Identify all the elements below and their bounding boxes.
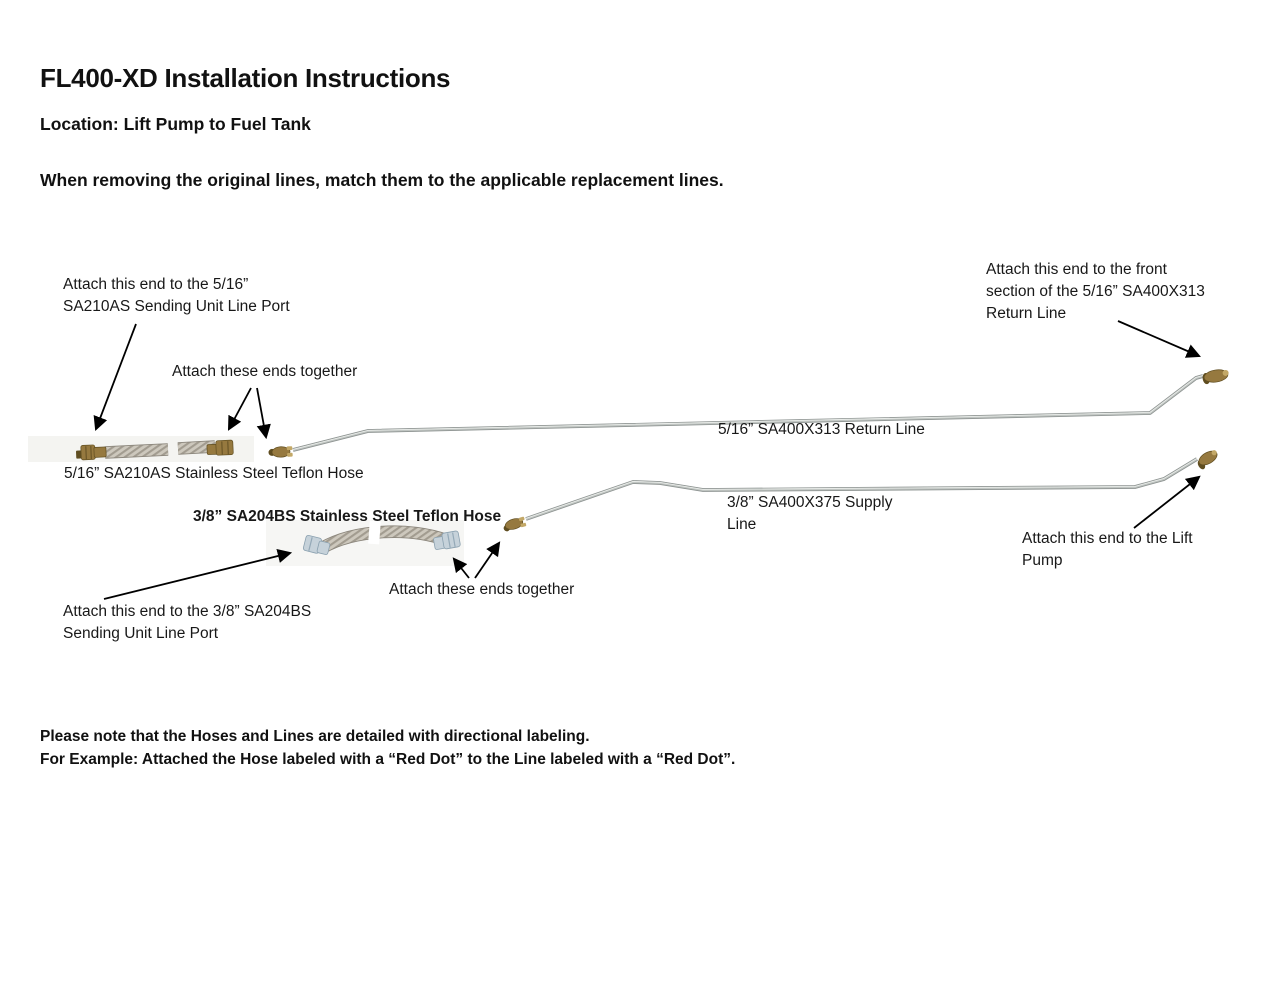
label-supply-line (727, 492, 892, 536)
page-title: FL400-XD Installation Instructions (40, 63, 451, 93)
footer-note (40, 725, 735, 771)
arrow-to-hose516-right-end (229, 388, 251, 429)
note-line: For Example: Attached the Hose labeled with a “Red Dot” to the Line labeled with a “Red Dot”. (40, 751, 736, 768)
label-line: Attach this end to the front (986, 261, 1167, 278)
return-line-front-fitting (1202, 368, 1230, 385)
label-hose-516: 5/16” SA210AS Stainless Steel Teflon Hose (64, 465, 364, 482)
location-subtitle: Location: Lift Pump to Fuel Tank (40, 114, 311, 134)
label-line: SA210AS Sending Unit Line Port (63, 298, 290, 315)
arrow-to-return-line-end (257, 388, 266, 437)
arrow-to-return-front-fitting (1118, 321, 1199, 356)
supply-line-end-fitting (502, 516, 527, 532)
label-attach-sending-38 (63, 601, 311, 645)
arrow-to-hose516-left-end (96, 324, 136, 429)
return-line-end-fitting (268, 446, 293, 458)
supply-line-pump-fitting (1195, 448, 1221, 471)
label-attach-front-return (986, 259, 1205, 325)
label-attach-sending-516 (63, 274, 290, 318)
label-line: section of the 5/16” SA400X313 (986, 283, 1205, 300)
label-hose-38: 3/8” SA204BS Stainless Steel Teflon Hose (193, 508, 502, 525)
label-attach-lift-pump (1022, 528, 1193, 572)
label-line: Sending Unit Line Port (63, 625, 219, 642)
label-line: Return Line (986, 305, 1067, 322)
note-line: Please note that the Hoses and Lines are detailed with directional labeling. (40, 728, 590, 745)
arrow-to-hose38-left-end (104, 553, 290, 599)
label-line: Pump (1022, 552, 1063, 569)
label-attach-together-top: Attach these ends together (172, 363, 358, 380)
label-return-line: 5/16” SA400X313 Return Line (718, 421, 925, 438)
intro-instruction: When removing the original lines, match them to the applicable replacement lines. (40, 170, 724, 190)
label-line: Line (727, 516, 757, 533)
label-line: 3/8” SA400X375 Supply (727, 494, 893, 511)
label-line: Attach this end to the 3/8” SA204BS (63, 603, 312, 620)
arrow-to-supply-line-end (475, 543, 499, 578)
label-line: Attach this end to the 5/16” (63, 276, 249, 293)
label-line: Attach this end to the Lift (1022, 530, 1193, 547)
label-attach-together-bottom: Attach these ends together (389, 581, 575, 598)
